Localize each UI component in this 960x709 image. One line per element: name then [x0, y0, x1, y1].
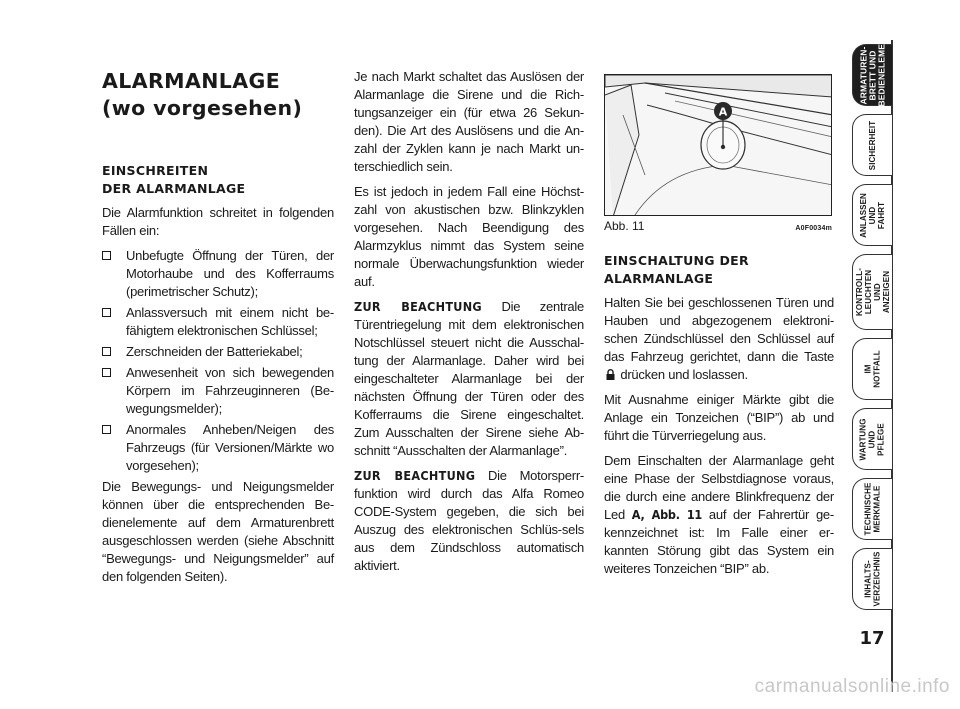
watermark: carmanualsonline.info [754, 676, 950, 697]
section-heading-einschaltung [604, 252, 834, 288]
paragraph-max-cycles: Es ist jedoch in jedem Fall eine Höchst-zahl von akustischen bzw. Blinkzyklen vorgesehen. Nach Beendigung des Alarmzyklus nimmt das System seine normale Überwachungsfunktion wieder auf. [354, 184, 584, 289]
column-middle [354, 68, 584, 582]
intro-text: Die Alarmfunktion schreitet in folgenden Fällen ein: [102, 205, 334, 238]
tab-im-notfall[interactable] [852, 338, 892, 400]
note-text: Die zentrale Türentriegelung mit dem elektronischen Notschlüssel steuert nicht die Ausschal-tung der Alarmanlage. Daher wird bei eingeschalteter Alarmanlage bei der nächsten Öffnung der Türen oder des Kofferraums die Sirene eingeschaltet. Zum Ausschalten der Sirene siehe Ab-schnitt “Ausschalten der Alarmanlage”. [354, 299, 584, 458]
list-item-text: Zerschneiden der Batteriekabel; [126, 344, 303, 359]
list-item-text: Unbefugte Öffnung der Türen, der Motorhaube und des Kofferraums (perimetrischer Schutz); [126, 248, 334, 299]
paragraph-self-diagnosis [604, 452, 834, 578]
tab-label: IM NOTFALL [863, 350, 882, 388]
tab-label: ARMATUREN- BRETT UND BEDIENELEMENTE [858, 26, 886, 106]
tab-anlassen[interactable] [852, 184, 892, 246]
heading-line-2: DER ALARMANLAGE [102, 181, 246, 196]
text-after-ref: auf der Fahrertür ge-kennzeichnet ist: Im Falle einer er-kannten Störung gibt das System ein weiteres Tonzeichen “BIP” ab. [604, 507, 834, 576]
tab-kontrollleuchten[interactable] [852, 254, 892, 330]
note-immobilizer [354, 467, 584, 575]
trigger-list [102, 247, 334, 475]
tab-wartung[interactable] [852, 408, 892, 470]
checkbox-bullet-icon [102, 347, 111, 356]
heading-line-1: EINSCHALTUNG DER [604, 253, 749, 268]
figure-reference: A, Abb. 11 [631, 507, 703, 522]
title-line-1: ALARMANLAGE [102, 69, 281, 93]
text-before-ref: Dem Einschalten der Alarmanlage geht eine Phase der Selbstdiagnose voraus, die durch eine andere Blinkfrequenz der Led [604, 453, 834, 522]
page-title [102, 68, 334, 122]
door-led-figure [604, 74, 832, 216]
tab-sicherheit[interactable] [852, 114, 892, 176]
note-text: Die Motorsperr-funktion wird durch das Alfa Romeo CODE-System gegeben, die sich bei Auszug des elektronischen Schlüs-sels aus dem Zündschloss automatisch aktiviert. [354, 468, 584, 573]
checkbox-bullet-icon [102, 368, 111, 377]
checkbox-bullet-icon [102, 425, 111, 434]
column-right [604, 70, 834, 585]
note-central-unlock [354, 298, 584, 460]
tab-inhaltsverzeichnis[interactable] [852, 548, 892, 610]
tab-technische-merkmale[interactable] [852, 478, 892, 540]
text-before-icon: Halten Sie bei geschlossenen Türen und Hauben und abgezogenem elektroni-schen Zündschlüssel den Schlüssel auf das Fahrzeug gerichtet, dann die Taste [604, 295, 834, 364]
heading-line-2: ALARMANLAGE [604, 271, 714, 286]
figure-caption [604, 218, 832, 234]
tab-label: KONTROLL- LEUCHTEN UND ANZEIGEN [854, 267, 891, 317]
paragraph-activation [604, 294, 834, 384]
tab-label: INHALTS- VERZEICHNIS [863, 551, 882, 607]
figure-label: Abb. 11 [604, 219, 645, 233]
tab-label: ANLASSEN UND FAHRT [859, 192, 886, 238]
text-after-icon: drücken und loslassen. [620, 367, 748, 382]
callout-marker-a: A [718, 105, 728, 119]
note-label: ZUR BEACHTUNG [354, 299, 482, 314]
tab-label: TECHNISCHE MERKMALE [863, 482, 882, 536]
checkbox-bullet-icon [102, 251, 111, 260]
list-item [102, 343, 334, 361]
section-heading-einschreiten [102, 162, 334, 198]
list-item [102, 421, 334, 475]
lock-icon [606, 369, 615, 380]
title-line-2: (wo vorgesehen) [102, 96, 303, 120]
paragraph-siren: Je nach Markt schaltet das Auslösen der Alarmanlage die Sirene und die Rich-tungsanzeiger ein (für etwa 26 Sekun-den). Die Art des Auslösens und die An-zahl der Zyklen kann je nach Markt un-terschiedlich sein. [354, 69, 584, 174]
door-panel-illustration [605, 75, 832, 216]
note-label: ZUR BEACHTUNG [354, 468, 476, 483]
chapter-tab-bar [852, 26, 892, 692]
checkbox-bullet-icon [102, 308, 111, 317]
tab-armaturenbrett[interactable] [852, 26, 892, 106]
figure-code: A0F0034m [795, 225, 832, 232]
list-item [102, 364, 334, 418]
detector-note: Die Bewegungs- und Neigungsmelder können über die entsprechenden Be-dienelemente auf dem Armaturenbrett ausgeschlossen werden (siehe Abschnitt “Bewegungs- und Neigungsmelder” auf den folgenden Seiten). [102, 479, 334, 584]
list-item-text: Anlassversuch mit einem nicht be-fähigtem elektronischen Schlüssel; [126, 305, 334, 338]
column-left [102, 68, 334, 593]
paragraph-bip: Mit Ausnahme einiger Märkte gibt die Anlage ein Tonzeichen (“BIP”) ab und führt die Türverriegelung aus. [604, 392, 834, 443]
list-item [102, 304, 334, 340]
list-item-text: Anwesenheit von sich bewegenden Körpern im Fahrzeuginneren (Be-wegungsmelder); [126, 365, 334, 416]
page-number: 17 [859, 628, 885, 649]
tab-label: WARTUNG UND PFLEGE [859, 417, 886, 461]
tab-label: SICHERHEIT [868, 120, 878, 170]
heading-line-1: EINSCHREITEN [102, 163, 209, 178]
list-item [102, 247, 334, 301]
list-item-text: Anormales Anheben/Neigen des Fahrzeugs (für Versionen/Märkte wo vorgesehen); [126, 422, 334, 473]
